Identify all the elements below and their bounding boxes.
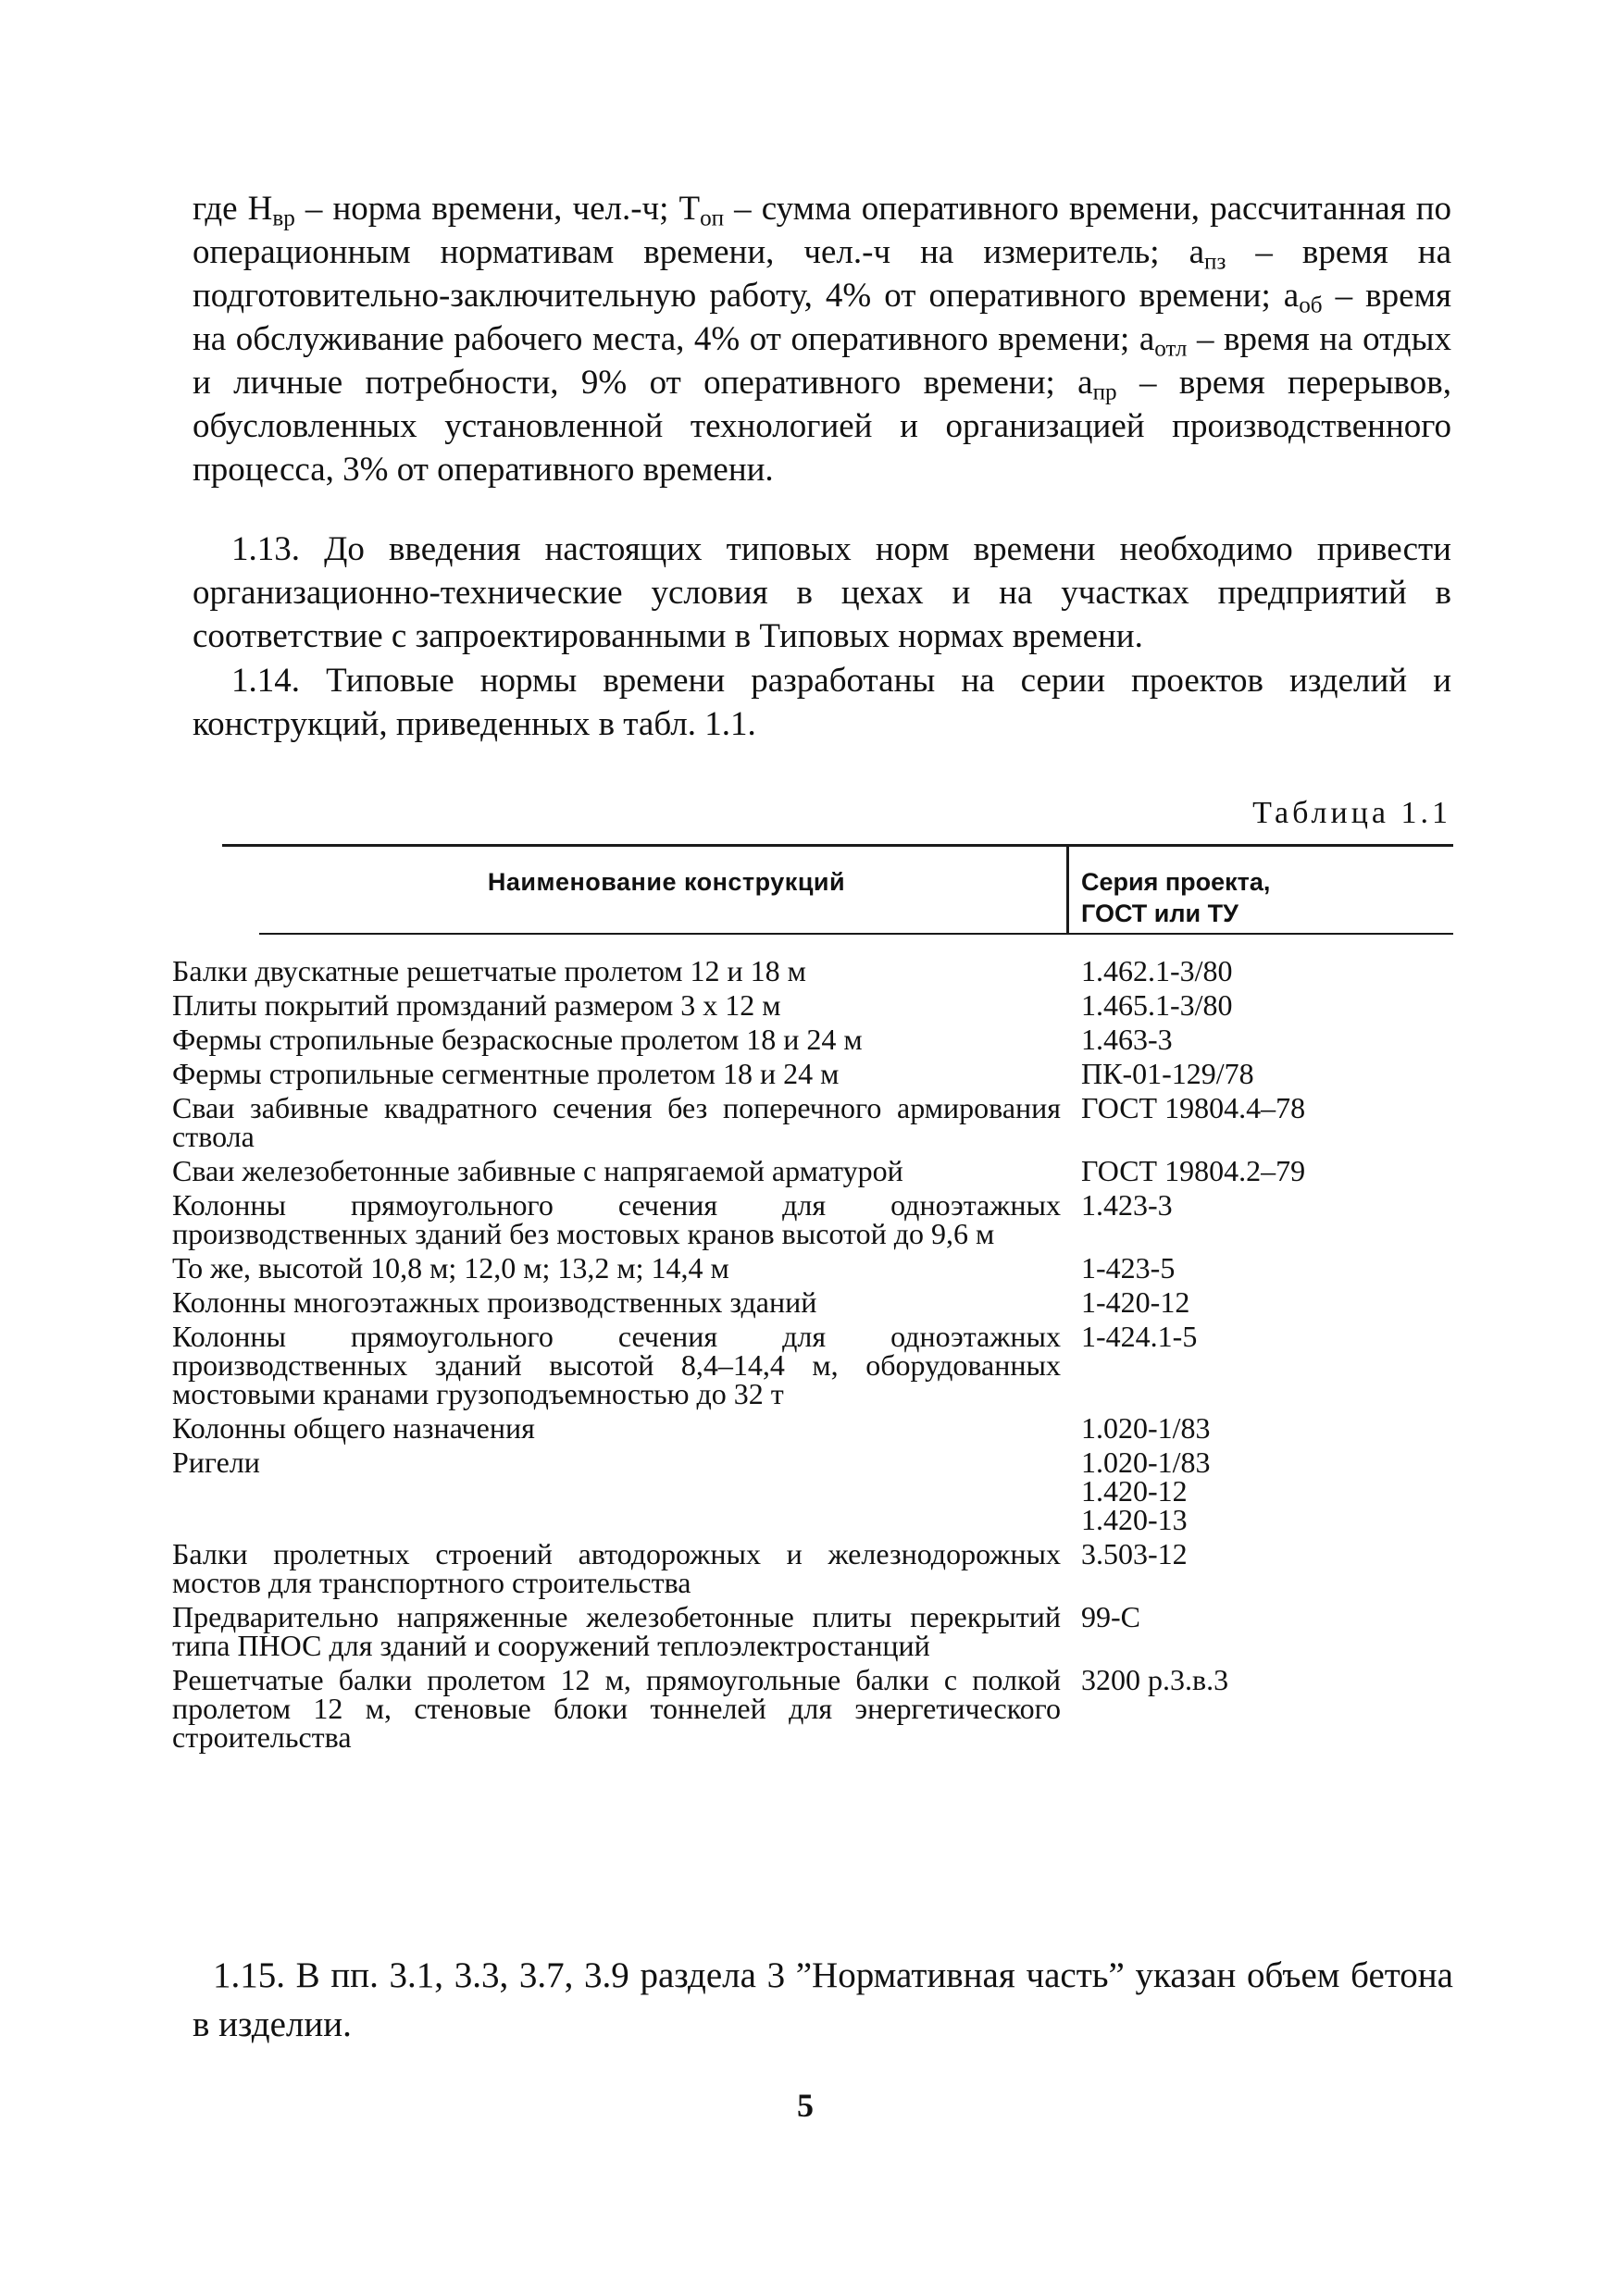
table-cell-series bbox=[1081, 954, 1451, 987]
table-row bbox=[172, 1322, 1459, 1409]
table-row bbox=[172, 1188, 1459, 1250]
table-row bbox=[172, 1411, 1459, 1445]
legend-text: – норма времени, чел.-ч; Т bbox=[294, 190, 701, 228]
series-code: 1.420-12 bbox=[1081, 1474, 1188, 1508]
table-row bbox=[172, 1025, 1459, 1054]
table-row bbox=[172, 1057, 1459, 1090]
legend-subscript: пз bbox=[1204, 249, 1226, 275]
legend-subscript: пр bbox=[1092, 379, 1117, 405]
table-row bbox=[172, 988, 1459, 1022]
table-cell-series bbox=[1081, 1251, 1451, 1285]
legend-text: – время перерывов, обусловленных установленной технологией и организацией производственного процесса, 3% от оперативного времени. bbox=[193, 364, 1451, 489]
table-cell-name: Балки пролетных строений автодорожных и железнодорожных мостов для транспортного строительства bbox=[172, 1537, 1061, 1599]
table-cell-name: Колонны прямоугольного сечения для одноэтажных производственных зданий без мостовых кранов высотой до 9,6 м bbox=[172, 1188, 1061, 1250]
series-code: 3200 р.3.в.3 bbox=[1081, 1663, 1229, 1696]
table-row bbox=[172, 1251, 1459, 1285]
table-header-series-line1: Серия проекта, bbox=[1081, 868, 1271, 896]
table-cell-series bbox=[1081, 1448, 1451, 1534]
table-row bbox=[172, 1091, 1459, 1153]
table-row bbox=[172, 1285, 1459, 1319]
table-row bbox=[172, 1154, 1459, 1187]
table-row bbox=[172, 954, 1459, 987]
table-header-divider bbox=[1066, 844, 1069, 935]
series-code: 1-420-12 bbox=[1081, 1285, 1190, 1319]
table-cell-name: Ригели bbox=[172, 1446, 260, 1479]
table-cell-name: Плиты покрытий промзданий размером 3 х 12 м bbox=[172, 988, 781, 1022]
table-cell-series bbox=[1081, 1537, 1451, 1597]
legend-text: – время на отдых и личные потребности, 9% от оперативного времени; а bbox=[193, 320, 1451, 402]
table-cell-series bbox=[1081, 1154, 1451, 1187]
series-code: 3.503-12 bbox=[1081, 1537, 1188, 1570]
legend-subscript: оп bbox=[700, 205, 725, 231]
table-row bbox=[172, 1600, 1459, 1662]
paragraph-1-13: 1.13. До введения настоящих типовых норм времени необходимо привести организационно-технические условия в цехах и на участках предприятий в соответствие с запроектированными в Типовых нормах времени. bbox=[193, 530, 1451, 655]
legend-subscript: вр bbox=[272, 205, 295, 231]
series-code: 1.420-13 bbox=[1081, 1503, 1188, 1536]
series-code: 1.462.1-3/80 bbox=[1081, 954, 1233, 987]
table-cell-series bbox=[1081, 1025, 1451, 1054]
series-code: 1.463-3 bbox=[1081, 1023, 1173, 1056]
table-cell-series bbox=[1081, 1188, 1451, 1248]
table-cell-name: Балки двускатные решетчатые пролетом 12 и 18 м bbox=[172, 954, 806, 987]
table-row bbox=[172, 1663, 1459, 1754]
table-cell-series bbox=[1081, 1411, 1451, 1445]
series-code: ГОСТ 19804.4–78 bbox=[1081, 1091, 1306, 1124]
series-code: 1.020-1/83 bbox=[1081, 1411, 1211, 1445]
table-cell-name: Фермы стропильные сегментные пролетом 18 и 24 м bbox=[172, 1057, 840, 1090]
table-header-series bbox=[1081, 866, 1451, 929]
table-cell-series bbox=[1081, 1600, 1451, 1660]
legend-text: где Н bbox=[193, 190, 273, 228]
table-row bbox=[172, 1537, 1459, 1599]
table-header-name: Наименование конструкций bbox=[487, 868, 846, 896]
series-code: ГОСТ 19804.2–79 bbox=[1081, 1154, 1306, 1187]
legend-text: – сумма оперативного времени, рассчитанная по операционным нормативам времени, чел.-ч на измеритель; а bbox=[193, 190, 1451, 271]
table-cell-series bbox=[1081, 1285, 1451, 1319]
table-cell-series bbox=[1081, 1322, 1451, 1409]
paragraph-formula-legend bbox=[193, 187, 1451, 491]
table-body bbox=[172, 954, 1459, 1757]
table-cell-name: Колонны прямоугольного сечения для одноэтажных производственных зданий высотой 8,4–14,4 м, оборудованных мостовыми кранами грузоподъемностью до 32 т bbox=[172, 1320, 1061, 1410]
table-cell-name: Сваи железобетонные забивные с напрягаемой арматурой bbox=[172, 1154, 903, 1187]
series-code: 1-424.1-5 bbox=[1081, 1320, 1198, 1353]
series-code: 1.465.1-3/80 bbox=[1081, 988, 1233, 1022]
table-header-series-line2: ГОСТ или ТУ bbox=[1081, 900, 1238, 927]
paragraph-1-14: 1.14. Типовые нормы времени разработаны на серии проектов изделий и конструкций, приведенных в табл. 1.1. bbox=[193, 662, 1451, 743]
table-cell-series bbox=[1081, 1057, 1451, 1090]
table-cell-name: Колонны общего назначения bbox=[172, 1411, 535, 1445]
page-number: 5 bbox=[797, 2087, 814, 2124]
table-cell-name: Фермы стропильные безраскосные пролетом 18 и 24 м bbox=[172, 1023, 863, 1056]
series-code: 99-С bbox=[1081, 1600, 1140, 1633]
series-code: ПК-01-129/78 bbox=[1081, 1057, 1254, 1090]
series-code: 1.020-1/83 bbox=[1081, 1446, 1211, 1479]
table-cell-series bbox=[1081, 1663, 1451, 1752]
table-cell-series bbox=[1081, 1091, 1451, 1151]
legend-subscript: об bbox=[1299, 292, 1323, 318]
legend-text: – время на обслуживание рабочего места, 4% от оперативного времени; а bbox=[193, 277, 1451, 358]
legend-text: – время на подготовительно-заключительную работу, 4% от оперативного времени; а bbox=[193, 233, 1451, 315]
table-caption: Таблица 1.1 bbox=[1252, 796, 1451, 830]
table-cell-name: Решетчатые балки пролетом 12 м, прямоугольные балки с полкой пролетом 12 м, стеновые блоки тоннелей для энергетического строительства bbox=[172, 1663, 1061, 1754]
table-cell-name: Колонны многоэтажных производственных зданий bbox=[172, 1285, 817, 1319]
table-header-rule bbox=[259, 933, 1453, 935]
paragraph-1-15: 1.15. В пп. 3.1, 3.3, 3.7, 3.9 раздела 3 ”Нормативная часть” указан объем бетона в изделии. bbox=[193, 1955, 1453, 2044]
table-row bbox=[172, 1448, 1459, 1534]
table-top-rule bbox=[222, 844, 1453, 847]
series-code: 1.423-3 bbox=[1081, 1188, 1173, 1222]
series-code: 1-423-5 bbox=[1081, 1251, 1176, 1285]
table-cell-name: Сваи забивные квадратного сечения без поперечного армирования ствола bbox=[172, 1091, 1061, 1153]
legend-subscript: отл bbox=[1154, 336, 1188, 362]
table-cell-name: Предварительно напряженные железобетонные плиты перекрытий типа ПНОС для зданий и сооружений теплоэлектростанций bbox=[172, 1600, 1061, 1662]
table-cell-series bbox=[1081, 988, 1451, 1022]
table-cell-name: То же, высотой 10,8 м; 12,0 м; 13,2 м; 14,4 м bbox=[172, 1251, 729, 1285]
